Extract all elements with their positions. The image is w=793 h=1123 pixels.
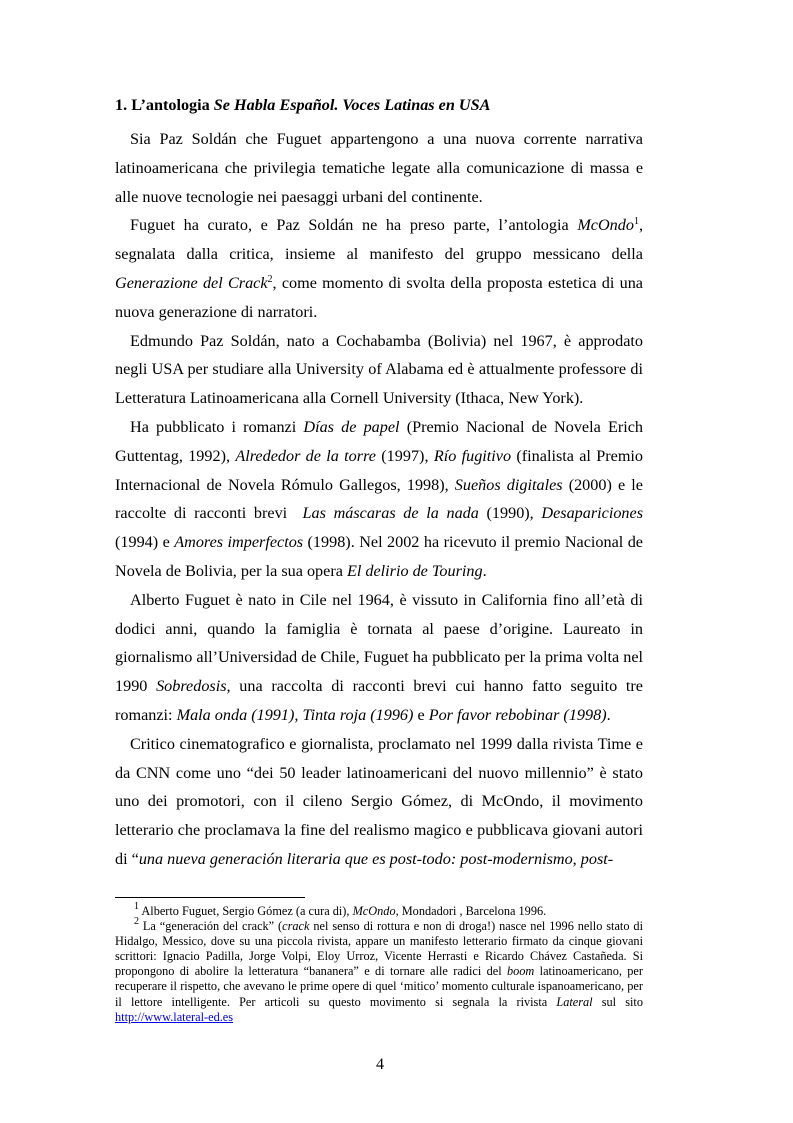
paragraph-1: Sia Paz Soldán che Fuguet appartengono a una nuova corrente narrativa latinoamericana che privilegia tematiche legate alla comunicazione di massa e alle nuove tecnologie nei paesaggi urbani del continente. xyxy=(115,130,643,206)
text-span: latinoamericano, per recuperare il rispetto, che avevano le prime opere di quel ‘mitico’ momento culturale ispanoamericano, per il lettore intelligente. Per articoli su questo movimento si segnala la rivista xyxy=(115,964,643,1009)
text-span: nel senso di rottura e non di droga!) nasce nel 1996 nello stato di Hidalgo, Messico, dove su una piccola rivista, appare un manifesto letterario firmato da cinque giovani scrittori: Ignacio Padilla, Jorge Volpi, Eloy Urroz, Vicente Herrasti e Ricardo Chávez Castañeda. Si propongono di abolire la letteratura “bananera” e di tornare alle radici del xyxy=(115,919,643,979)
italic-title: Alrededor de la torre xyxy=(235,446,376,465)
italic-title: McOndo xyxy=(352,904,396,918)
paragraph-3: Edmundo Paz Soldán, nato a Cochabamba (Bolivia) nel 1967, è approdato negli USA per studiare alla University of Alabama ed è attualmente professore di Letteratura Latinoamericana alla Cornell University (Ithaca, New York). xyxy=(115,331,643,408)
text-span: (1990), xyxy=(478,504,542,523)
italic-title: Las máscaras de la nada xyxy=(302,504,479,523)
italic-term: boom xyxy=(506,964,535,979)
italic-title: Generazione del Crack xyxy=(115,273,268,292)
paragraph-2 xyxy=(115,211,643,326)
text-span: una raccolta di racconti brevi cui hanno fatto seguito tre romanzi: xyxy=(115,677,643,724)
footnote-2 xyxy=(115,916,650,1025)
italic-title: Lateral xyxy=(556,994,593,1009)
footnote-number: 1 xyxy=(134,901,139,912)
text-span: La “generación del crack” ( xyxy=(139,919,283,934)
section-heading xyxy=(115,94,675,116)
text-span: (Premio Nacional de Novela Erich Guttentag, 1992), xyxy=(115,417,644,465)
paragraph-6 xyxy=(115,730,643,874)
footnote-number: 2 xyxy=(134,916,139,928)
italic-quote: una nueva generación literaria que es post-todo: post-modernismo, post- xyxy=(138,849,614,868)
heading-title: Se Habla Español. Voces Latinas en USA xyxy=(213,96,491,114)
italic-term: crack xyxy=(282,919,310,934)
text-span: Critico cinematografico e giornalista, proclamato nel 1999 dalla rivista Time e da CNN come uno “dei 50 leader latinoamericani del nuovo millennio” è stato uno dei promotori, con il cileno Sergio Gómez, di McOndo, il movimento letterario che proclamava la fine del realismo magico e pubblicava giovani autori di “ xyxy=(115,734,643,868)
footnote-ref-2[interactable]: 2 xyxy=(267,273,273,285)
text-span: (1994) e xyxy=(115,533,175,552)
footnote-separator xyxy=(115,897,305,898)
body-text xyxy=(115,125,648,874)
italic-title: Amores imperfectos xyxy=(174,533,304,552)
footnotes xyxy=(115,901,650,1025)
text-span: , Mondadori , Barcelona 1996. xyxy=(395,904,547,918)
italic-title: Río fugitivo xyxy=(433,446,512,465)
italic-title: Desapariciones xyxy=(541,504,643,523)
text-span: Alberto Fuguet, Sergio Gómez (a cura di), xyxy=(139,904,353,918)
italic-title: Sueños digitales xyxy=(454,475,563,494)
italic-title: Sobredosis, xyxy=(156,677,231,696)
paragraph-4 xyxy=(115,413,648,586)
italic-title: Días de papel xyxy=(303,417,400,436)
text-span: Alberto Fuguet è nato in Cile nel 1964, è vissuto in California fino all’età di dodici anni, quando la famiglia è tornata al paese d’origine. Laureato in giornalismo all’Universidad de Chile, Fuguet ha pubblicato per la prima volta nel 1990 xyxy=(115,590,643,696)
text-span: , segnalata dalla critica, insieme al manifesto del gruppo messicano della xyxy=(115,216,643,264)
text-span: sul sito xyxy=(592,994,650,1009)
heading-number: 1. L’antologia xyxy=(115,96,214,114)
text-span: Fuguet ha curato, e Paz Soldán ne ha preso parte, l’antologia xyxy=(130,216,578,235)
italic-title: Mala onda (1991), Tinta roja (1996) xyxy=(176,705,414,724)
text-span: . xyxy=(482,561,487,580)
page-number: 4 xyxy=(376,1056,384,1073)
text-span: (finalista al Premio Internacional de Novela Rómulo Gallegos, 1998), xyxy=(115,446,644,494)
footnote-ref-1[interactable]: 1 xyxy=(633,216,639,228)
text-span: (1997), xyxy=(375,446,434,465)
paragraph-5 xyxy=(115,586,643,730)
text-span: Ha pubblicato i romanzi xyxy=(130,417,304,436)
text-span: (1998). Nel 2002 ha ricevuto il premio Nacional de Novela de Bolivia, per la sua opera xyxy=(115,533,643,580)
text-span: . xyxy=(606,705,611,724)
italic-title: El delirio de Touring xyxy=(346,561,483,580)
italic-title: McOndo xyxy=(577,216,634,235)
footnote-1 xyxy=(115,901,643,919)
text-span: e xyxy=(413,705,429,724)
lateral-link[interactable]: http://www.lateral-ed.es xyxy=(115,1009,234,1024)
italic-title: Por favor rebobinar (1998) xyxy=(428,705,607,724)
text-span: , come momento di svolta della proposta estetica di una nuova generazione di narratori. xyxy=(115,273,643,321)
text-span: (2000) e le raccolte di racconti brevi xyxy=(115,475,648,523)
